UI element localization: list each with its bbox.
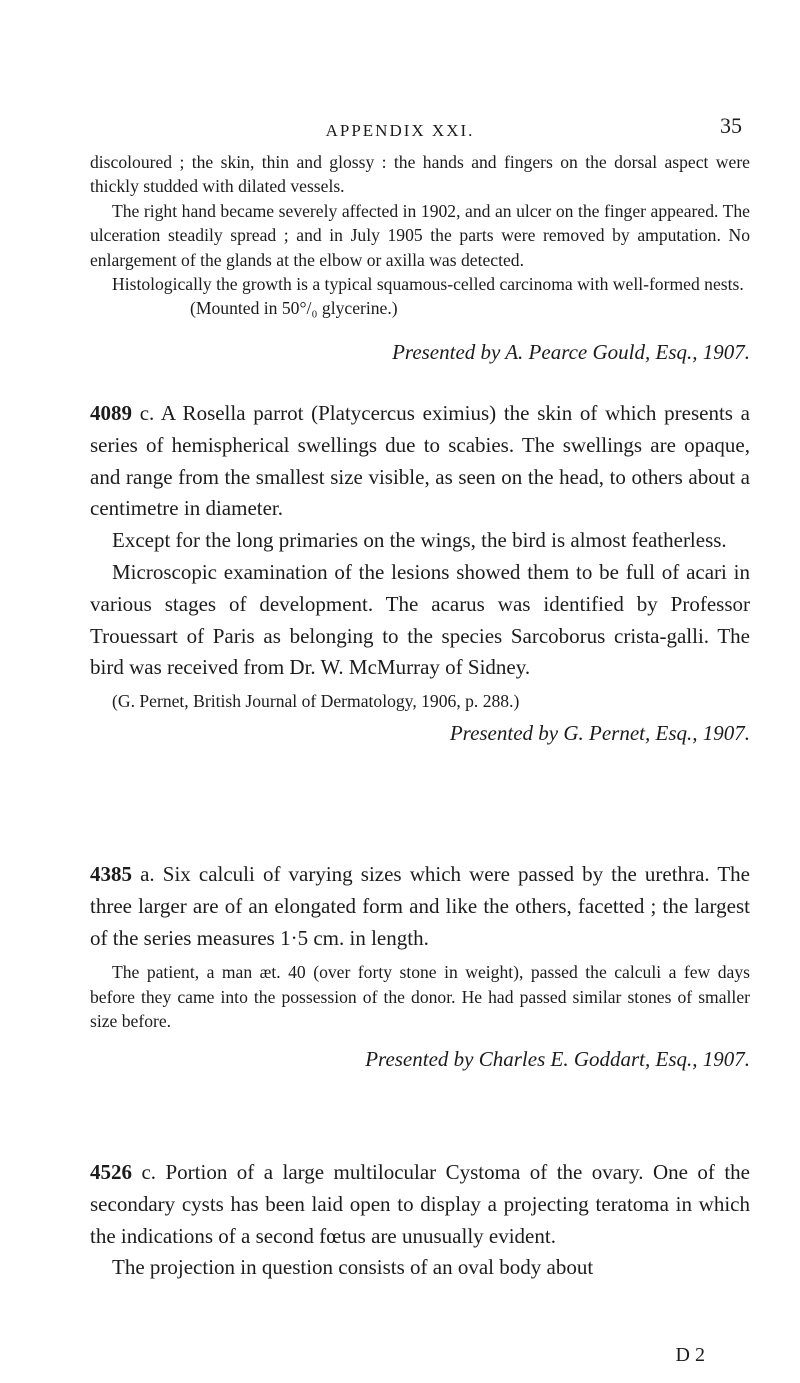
specimen-4089-text: c. A Rosella parrot (Platycercus eximius) the skin of which presents a series of hemispherical swellings due to scabies. The swellings are opaque, and range from the smallest size visible, as seen on the head, to others about a centimetre in diameter. [90,401,750,521]
specimen-4385 [90,859,750,1075]
specimen-number: 4526 [90,1160,132,1184]
presented-by-pernet: Presented by G. Pernet, Esq., 1907. [449,721,750,746]
specimen-4089 [90,398,750,750]
journal-reference: (G. Pernet, British Journal of Dermatology, 1906, p. 288.) [112,691,520,712]
intro-continuation [90,150,750,321]
specimen-4385-paragraph-2: The patient, a man æt. 40 (over forty stone in weight), passed the calculi a few days before they came into the possession of the donor. He had passed similar stones of smaller size before. [90,962,750,1032]
specimen-4089-paragraph-1 [90,398,750,525]
specimen-4385-text: a. Six calculi of varying sizes which were passed by the urethra. The three larger are of an elongated form and like the others, facetted ; the largest of the series measures 1·5 cm. in length. [90,862,751,950]
specimen-4526-paragraph-2: The projection in question consists of an oval body about [112,1255,594,1280]
intro-paragraph-3: Histologically the growth is a typical squamous-celled carcinoma with well-formed nests. [112,274,744,295]
page-number: 35 [720,113,742,138]
mounting-note: (Mounted in 50°/₀ glycerine.) [190,298,398,319]
specimen-4089-paragraph-3: Microscopic examination of the lesions showed them to be full of acari in various stages of development. The acarus was identified by Professor Trouessart of Paris as belonging to the species Sarcoborus crista-galli. The bird was received from Dr. W. McMurray of Sidney. [90,559,750,680]
specimen-number: 4089 [90,401,132,425]
specimen-4526-paragraph-1 [90,1157,750,1252]
specimen-number: 4385 [90,862,132,886]
intro-paragraph-2: The right hand became severely affected in 1902, and an ulcer on the finger appeared. The ulceration steadily spread ; and in July 1905 the parts were removed by amputation. No enlargement of the glands at the elbow or axilla was detected. [90,200,750,270]
intro-paragraph-1: discoloured ; the skin, thin and glossy : the hands and fingers on the dorsal aspect were thickly studded with dilated vessels. [90,152,750,197]
presented-by-goddart: Presented by Charles E. Goddart, Esq., 1907. [365,1046,750,1071]
specimen-4526-text: c. Portion of a large multilocular Cystoma of the ovary. One of the secondary cysts has been laid open to display a projecting teratoma in which the indications of a second fœtus are unusually evident. [90,1160,750,1248]
specimen-4089-paragraph-2: Except for the long primaries on the wings, the bird is almost featherless. [112,528,727,553]
specimen-4526 [90,1157,750,1284]
specimen-4385-paragraph-1 [90,859,750,954]
presented-by-gould: Presented by A. Pearce Gould, Esq., 1907. [392,340,750,364]
running-head: APPENDIX XXI. [325,121,475,140]
signature-mark: D 2 [675,1344,705,1366]
